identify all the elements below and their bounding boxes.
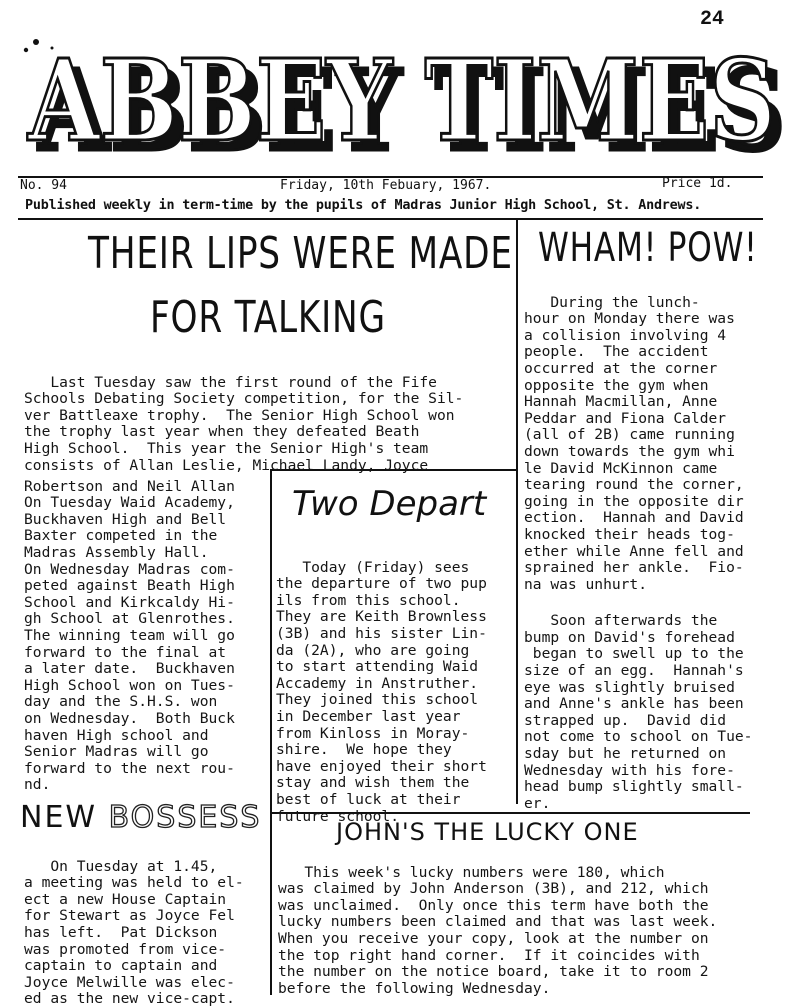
depart-headline: Two Depart [292,484,487,524]
bosses-headline-solid: NEW [20,800,109,835]
lips-headline-line1: THEIR LIPS WERE MADE [88,228,513,279]
lower-left-column-rule [270,469,272,995]
depart-body: Today (Friday) sees the departure of two pup ils from this school. They are Keith Brownless (3B) and his sister Lin- da (2A), who are going to start attending Waid Accademy in Anstruther. They joined this school in December last year from Kinloss in Moray- shire. We hope they have enjoyed their short stay and wish them the best of luck at their future school. [276,558,487,825]
lucky-body: This week's lucky numbers were 180, which was claimed by John Anderson (3B), and 212, which was unclaimed. Only once this term have both the lucky numbers been claimed and that was last week. When you receive your copy, look at the number on the top right hand corner. If it coincides with the number on the notice board, take it to room 2 before the following Wednesday. [278,863,718,997]
masthead-shadow: ABBEY TIMES [37,46,786,163]
second-rule [18,218,763,220]
wham-headline: WHAM! POW! [538,225,758,271]
bosses-body: On Tuesday at 1.45, a meeting was held to el- ect a new House Captain for Stewart as Joyce Fel has left. Pat Dickson was promoted from vice- captain to captain and Joyce Melwille was elec- ed as the new vice-capt. [24,857,244,1008]
publisher-line: Published weekly in term-time by the pupils of Madras Junior High School, St. Andrews. [25,198,702,213]
lips-headline-line2: FOR TALKING [150,292,386,343]
issue-date: Friday, 10th Febuary, 1967. [280,178,492,193]
lips-body-narrow: Robertson and Neil Allan On Tuesday Waid Academy, Buckhaven High and Bell Baxter competed in the Madras Assembly Hall. On Wednesday Madras com- peted against Beath High School and Kirkcaldy Hi- gh School at Glenrothes. The winning team will go forward to the final at a later date. Buckhaven High School won on Tues- day and the S.H.S. won on Wednesday. Both Buck haven High school and Senior Madras will go forward to the next rou- nd. [24,477,235,794]
wham-body: During the lunch- hour on Monday there was a collision involving 4 people. The accident occurred at the corner opposite the gym when Hannah Macmillan, Anne Peddar and Fiona Calder (all of 2B) came running down towards the gym whi le David McKinnon came tearing round the corner, going in the opposite dir ection. Hannah and David knocked their heads tog- ether while Anne fell and sprained her ankle. Fio- na was unhurt. Soon afterwards the bump on David's forehead began to swell up to the size of an egg. Hannah's eye was slightly bruised and Anne's ankle has been strapped up. David did not come to school on Tue- sday but he returned on Wednesday with his fore- head bump slightly small- er. [524,293,753,812]
lips-body-wide: Last Tuesday saw the first round of the Fife Schools Debating Society competition, for the Sil- ver Battleaxe trophy. The Senior High School won the trophy last year when they defeated Beath High School. This year the Senior High's team consists of Allan Leslie, Michael Landy, Joyce [24,373,464,474]
masthead-title [22,38,792,163]
lucky-headline: JOHN'S THE LUCKY ONE [336,818,639,846]
bosses-headline [20,800,261,835]
right-column-rule [516,220,518,804]
masthead-front: ABBEY TIMES [27,38,776,163]
issue-number: No. 94 [20,178,67,193]
bosses-headline-outline: BOSSESS [108,800,262,835]
page-number: 24 [700,8,725,31]
issue-price: Price 1d. [662,176,733,191]
